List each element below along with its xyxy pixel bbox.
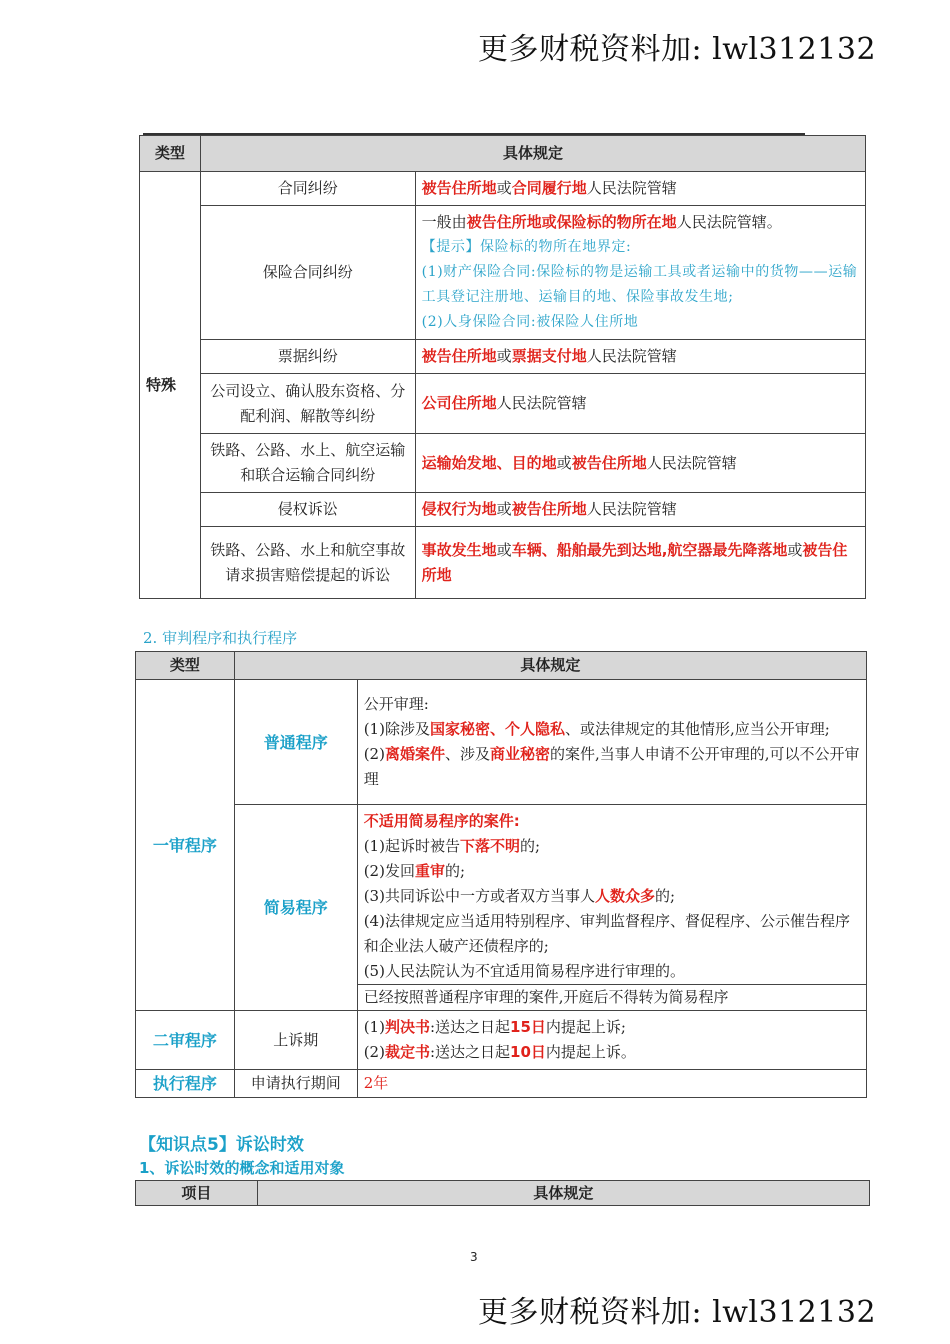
second-instance-label: 二审程序 — [136, 1011, 235, 1070]
appeal-period-label: 上诉期 — [234, 1011, 357, 1070]
execution-period-value: 2年 — [357, 1070, 866, 1098]
watermark-top: 更多财税资料加: lwl312132 — [478, 32, 877, 67]
appeal-period-rule: (1)判决书:送达之日起15日内提起上诉; (2)裁定书:送达之日起10日内提起上诉。 — [357, 1011, 866, 1070]
row-type: 侵权诉讼 — [200, 493, 415, 527]
first-instance-label: 一审程序 — [136, 680, 235, 1011]
row-type: 合同纠纷 — [200, 172, 415, 206]
tip-text: (2)人身保险合同:被保险人住所地 — [421, 314, 639, 330]
tip-text: (1)财产保险合同:保险标的物是运输工具或者运输中的货物——运输工具登记注册地、运输目的地、保险事故发生地; — [421, 264, 858, 305]
row-type: 保险合同纠纷 — [200, 206, 415, 340]
watermark-bottom: 更多财税资料加: lwl312132 — [478, 1295, 877, 1330]
row-rule: 侵权行为地或被告住所地人民法院管辖 — [415, 493, 865, 527]
simple-procedure-label: 简易程序 — [234, 805, 357, 1011]
category-special: 特殊 — [140, 172, 201, 599]
row-type: 公司设立、确认股东资格、分配利润、解散等纠纷 — [200, 374, 415, 434]
row-rule: 一般由被告住所地或保险标的物所在地人民法院管辖。 【提示】保险标的物所在地界定: (1)财产保险合同:保险标的物是运输工具或者运输中的货物——运输工具登记注册地、运输目的地、保险事故发生地; (2)人身保险合同:被保险人住所地 — [415, 206, 865, 340]
execution-period-label: 申请执行期间 — [234, 1070, 357, 1098]
procedure-table — [135, 651, 867, 1098]
row-type: 铁路、公路、水上、航空运输和联合运输合同纠纷 — [200, 434, 415, 493]
col-rule-header: 具体规定 — [234, 652, 866, 680]
knowledge-point-title: 【知识点5】诉讼时效 — [139, 1135, 304, 1155]
row-type: 票据纠纷 — [200, 340, 415, 374]
row-rule: 公司住所地人民法院管辖 — [415, 374, 865, 434]
simple-procedure-rule: 不适用简易程序的案件: (1)起诉时被告下落不明的; (2)发回重审的; (3)共同诉讼中一方或者双方当事人人数众多的; (4)法律规定应当适用特别程序、审判监督程序、督促程序、公示催告程序和企业法人破产还债程序的; (5)人民法院认为不宜适用简易程序进行审理的。 已经按照普通程序审理的案件,开庭后不得转为简易程序 — [357, 805, 866, 1011]
row-type: 铁路、公路、水上和航空事故请求损害赔偿提起的诉讼 — [200, 527, 415, 599]
page-number: 3 — [470, 1250, 478, 1264]
knowledge-point-subtitle: 1、诉讼时效的概念和适用对象 — [139, 1159, 345, 1177]
row-rule: 运输始发地、目的地或被告住所地人民法院管辖 — [415, 434, 865, 493]
row-rule: 被告住所地或合同履行地人民法院管辖 — [415, 172, 865, 206]
row-rule: 事故发生地或车辆、船舶最先到达地,航空器最先降落地或被告住所地 — [415, 527, 865, 599]
ordinary-procedure-rule: 公开审理: (1)除涉及国家秘密、个人隐私、或法律规定的其他情形,应当公开审理; (2)离婚案件、涉及商业秘密的案件,当事人申请不公开审理的,可以不公开审理 — [357, 680, 866, 805]
ordinary-procedure-label: 普通程序 — [234, 680, 357, 805]
col-item-header: 项目 — [136, 1181, 258, 1206]
limitation-table — [135, 1180, 870, 1206]
col-type-header: 类型 — [136, 652, 235, 680]
row-rule: 被告住所地或票据支付地人民法院管辖 — [415, 340, 865, 374]
jurisdiction-table — [139, 135, 866, 599]
simple-procedure-note: 已经按照普通程序审理的案件,开庭后不得转为简易程序 — [358, 984, 866, 1010]
col-type-header: 类型 — [140, 136, 201, 172]
col-rule-header: 具体规定 — [257, 1181, 869, 1206]
section-2-title: 2. 审判程序和执行程序 — [143, 629, 298, 647]
execution-label: 执行程序 — [136, 1070, 235, 1098]
tip-text: 【提示】保险标的物所在地界定: — [421, 239, 632, 255]
col-rule-header: 具体规定 — [200, 136, 865, 172]
